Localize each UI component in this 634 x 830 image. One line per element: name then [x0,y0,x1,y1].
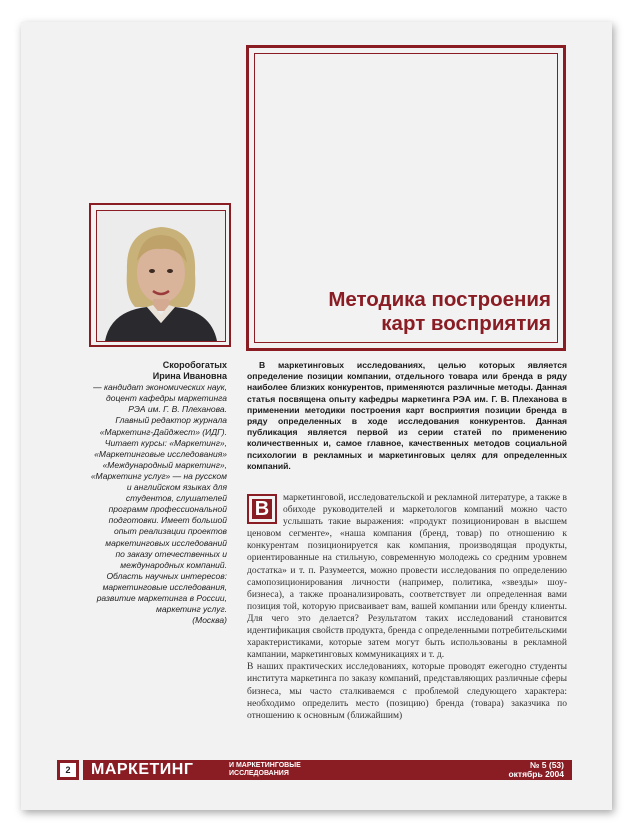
article-title-line2: карт восприятия [381,312,551,335]
author-bio-line: Область научных интересов: [106,570,227,581]
author-photo [96,210,226,342]
author-bio-line: развитие маркетинга в России, [96,592,227,603]
issue-number: № 5 (53) [529,760,564,770]
author-bio-line: Главный редактор журнала [115,415,227,426]
issue-date: октябрь 2004 [508,769,564,779]
author-bio-line: международных компаний. [120,559,227,570]
article-body [247,492,567,722]
drop-cap [247,494,277,524]
author-photo-frame [89,203,231,347]
body-paragraph: маркетинговой, исследовательской и рекламной литературе, а также в обиходе руководителей и маркетологов компаний можно часто услышать такие выражения: «продукт позиционирован в высшем ценовом сегменте», «наша компания (бренд, товар) по отношению к конкурентам позиционируется как компания, производящая продукты, ориентированные на стильную, современную молодежь со средним уровнем достатка» и т. п. Разумеется, можно провести исследования по определению самопозиционирования личности (например, политика, «звезды» шоу-бизнеса), а также проанализировать, соответствует ли определенная вами позиция той, которую присваивает вам, вашей компании или бренду клиенты. Для чего это делается? Результатом таких исследований становится идентификация свойств продукта, бренда с определенными потребительскими характеристиками, которые затем могут быть использованы в рекламной кампании, маркетинговых коммуникациях и т. д. [247,493,567,661]
author-bio-line: подготовки. Имеет большой [108,515,227,526]
author-bio-line: маркетинговых исследований [105,537,227,548]
title-frame [246,45,566,351]
author-bio-line: по заказу отечественных и [115,548,227,559]
magazine-page [21,22,612,810]
body-paragraph: В наших практических исследованиях, которые проводят ежегодно студенты института маркетинга по заказу компаний, представляющих различные сферы бизнеса, мы часто сталкиваемся с проблемой следующего характера: необходимо определить место (позицию) бренда (товара) заказчика по отношению к основным (ближайшим) [247,662,567,721]
author-bio-line: маркетинговые исследования, [102,581,227,592]
article-lead: В маркетинговых исследованиях, целью которых является определение позиции компании, отдельного товара или бренда в ряду наиболее близких конкурентов, применяются различные методы. Данная статья посвящена опыту кафедры маркетинга РЭА им. Г. В. Плеханова в применении методики построения карт восприятия позиции бренда в ряду определенных в ходе исследования конкурентов. Данная публикация является первой из серии статей по применению количественных и, самое главное, качественных методов социальной психологии в рекламных и маркетинговых целях для определенных компаний. [247,360,567,471]
page-footer [57,760,572,780]
author-portrait-image [97,211,225,341]
author-bio-line: «Маркетинговые исследования» [94,448,227,459]
author-bio-line: «Маркетинг услуг» — на русском [90,470,227,481]
author-bio-line: Читает курсы: «Маркетинг», [104,437,227,448]
drop-cap-letter: В [252,499,272,519]
author-bio-line: — кандидат экономических наук, [93,382,227,393]
author-bio-line: доцент кафедры маркетинга [106,393,227,404]
magazine-logo: МАРКЕТИНГ [91,761,194,778]
author-bio-line: студентов, слушателей [125,493,227,504]
author-bio-line: маркетинг услуг. [156,604,227,615]
author-bio-line: опыт реализации проектов [114,526,227,537]
article-title [328,288,551,336]
logo-subtitle-line1: И МАРКЕТИНГОВЫЕ [229,762,301,769]
author-bio [61,382,227,626]
magazine-logo-subtitle [229,762,301,778]
author-bio-line: РЭА им. Г. В. Плеханова. [128,404,227,415]
article-title-line1: Методика построения [328,288,551,311]
author-bio-line: «Международный маркетинг», [102,459,227,470]
author-block [61,360,227,626]
brand-bar [83,760,572,780]
author-bio-line: программ профессиональной [108,504,227,515]
author-given-name: Ирина Ивановна [152,371,227,382]
page-number: 2 [60,763,76,777]
issue-info [508,761,564,779]
author-surname: Скоробогатых [162,360,227,370]
logo-subtitle-line2: ИССЛЕДОВАНИЯ [229,770,289,777]
author-bio-line: «Маркетинг-Дайджест» (ИДГ). [99,426,227,437]
author-bio-line: (Москва) [192,615,227,626]
author-bio-line: и английском языках для [126,482,227,493]
page-number-box [57,760,79,780]
